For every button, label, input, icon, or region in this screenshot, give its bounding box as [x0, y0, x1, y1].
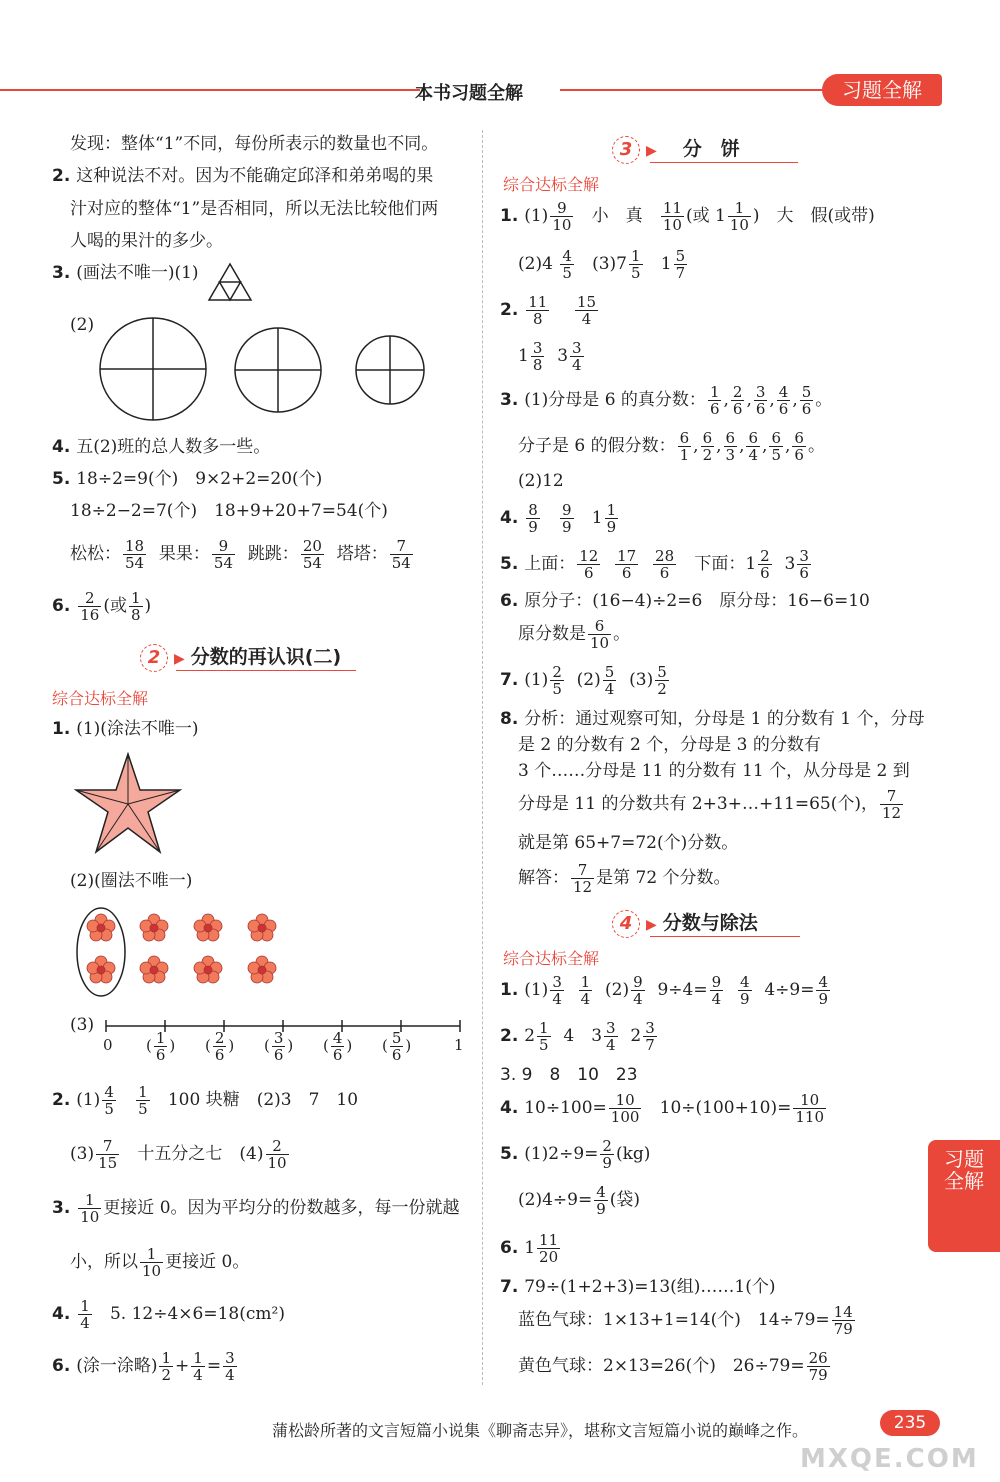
- section-subtitle: 综合达标全解: [52, 689, 149, 708]
- s2q1-line: 1. (1)(涂法不唯一): [52, 719, 199, 739]
- q4-line: 4. 五(2)班的总人数多一些。: [52, 437, 271, 457]
- section-subtitle: 综合达标全解: [503, 175, 600, 194]
- number-line-label: ( $\frac{1}{6}$ ): [146, 1029, 176, 1064]
- triangle-figure: [207, 262, 253, 302]
- header-rule: [560, 89, 830, 91]
- q6-line: 6. $\frac{2}{16}$ (或 $\frac{1}{8}$ ): [52, 589, 152, 624]
- arrow-icon: ▶: [174, 651, 185, 667]
- r8-line: 3 个……分母是 11 的分数有 11 个，从分母是 2 到: [518, 761, 910, 781]
- side-tab: [928, 1140, 1000, 1252]
- r5-line: 5. 上面： $\frac{12}{6}$ $\frac{17}{6}$ $\frac{28}{6}$ 下面：1 $\frac{2}{6}$ 3 $\frac{3}{6}$: [500, 547, 809, 582]
- column-divider: [482, 130, 483, 1385]
- header-rule: [0, 89, 420, 91]
- arrow-icon: ▶: [646, 917, 657, 933]
- s2q1c-line: (3): [70, 1015, 95, 1035]
- section-underline: [650, 162, 798, 163]
- r8-line: 是 2 的分数有 2 个，分母是 3 的分数有: [518, 735, 821, 755]
- header-tag: [822, 74, 942, 106]
- r3b-line: 分子是 6 的假分数： $\frac{6}{1}$ , $\frac{6}{2}$ , $\frac{6}{3}$ , $\frac{6}{4}$ , $\frac{6}{5}$ , $\frac{6}{6}$ 。: [518, 429, 825, 464]
- header-title: 本书习题全解: [415, 83, 523, 104]
- s2q1b-line: (2)(圈法不唯一): [70, 871, 193, 891]
- section-subtitle: 综合达标全解: [503, 949, 600, 968]
- page-number-badge: [880, 1410, 940, 1436]
- f7b-line: 蓝色气球：1×13+1=14(个) 14÷79= $\frac{14}{79}$: [518, 1303, 853, 1338]
- f5-line: 5. (1)2÷9= $\frac{2}{9}$ (kg): [500, 1137, 651, 1172]
- number-line-label: ( $\frac{5}{6}$ ): [382, 1029, 412, 1064]
- r8-line: 分母是 11 的分数共有 2+3+…+11=65(个)， $\frac{7}{12}$: [518, 787, 902, 822]
- r8-line: 就是第 65+7=72(个)分数。: [518, 833, 739, 853]
- f5b-line: (2)4÷9= $\frac{4}{9}$ (袋): [518, 1183, 641, 1218]
- section-title: 分数的再认识(二): [190, 646, 342, 668]
- number-line-one: 1: [454, 1036, 464, 1054]
- number-line-zero: 0: [103, 1036, 113, 1054]
- number-line-label: ( $\frac{4}{6}$ ): [323, 1029, 353, 1064]
- f3-line: 3. 9 8 10 23: [500, 1065, 638, 1085]
- s2q6-line: 6. (涂一涂略) $\frac{1}{2}$ + $\frac{1}{4}$ = $\frac{3}{4}$: [52, 1349, 235, 1384]
- r2-line: 2. $\frac{11}{8}$ $\frac{15}{4}$: [500, 293, 597, 328]
- section-number: 4: [612, 910, 640, 938]
- r3c-line: (2)12: [518, 471, 564, 491]
- q2-line: 2. 这种说法不对。因为不能确定邱泽和弟弟喝的果: [52, 166, 434, 186]
- page-number: 235: [893, 1413, 927, 1433]
- f7-line: 7. 79÷(1+2+3)=13(组)……1(个): [500, 1277, 776, 1297]
- s2q4-line: 4. $\frac{1}{4}$ 5. 12÷4×6=18(cm²): [52, 1297, 285, 1332]
- number-line-label: ( $\frac{2}{6}$ ): [205, 1029, 235, 1064]
- circle-figure-small: [354, 334, 426, 406]
- section-underline: [176, 670, 356, 671]
- r3-line: 3. (1)分母是 6 的真分数： $\frac{1}{6}$ , $\frac{2}{6}$ , $\frac{3}{6}$ , $\frac{4}{6}$ , $\frac{5}{6}$ 。: [500, 383, 833, 418]
- r6-line: 6. 原分子：(16−4)÷2=6 原分母：16−6=10: [500, 591, 870, 611]
- f7c-line: 黄色气球：2×13=26(个) 26÷79= $\frac{26}{79}$: [518, 1349, 828, 1384]
- s2q3-line: 3. $\frac{1}{10}$ 更接近 0。因为平均分的份数越多，每一份就越: [52, 1191, 460, 1226]
- q2-line: 人喝的果汁的多少。: [70, 231, 223, 251]
- f4-line: 4. 10÷100= $\frac{10}{100}$ 10÷(100+10)= $\frac{10}{110}$: [500, 1091, 825, 1126]
- section-3-heading: [612, 134, 740, 164]
- side-tab-label: 习题全解: [944, 1147, 984, 1193]
- f1-line: 1. (1) $\frac{3}{4}$ $\frac{1}{4}$ (2) $\frac{9}{4}$ 9÷4= $\frac{9}{4}$ $\frac{4}{9}$ 4÷9= $\frac{4}{9}$: [500, 973, 828, 1008]
- number-line-label: ( $\frac{3}{6}$ ): [264, 1029, 294, 1064]
- r8-line: 8. 分析：通过观察可知，分母是 1 的分数有 1 个，分母: [500, 709, 925, 729]
- footer-text: 蒲松龄所著的文言短篇小说集《聊斋志异》，堪称文言短篇小说的巅峰之作。: [272, 1421, 809, 1440]
- arrow-icon: ▶: [646, 143, 657, 159]
- section-2-heading: [140, 642, 341, 672]
- circle-figure-large: [98, 316, 208, 422]
- section-number: 3: [612, 136, 640, 164]
- section-number: 2: [140, 644, 168, 672]
- circle-figure-medium: [233, 326, 323, 414]
- section-underline: [650, 936, 800, 937]
- r6b-line: 原分数是 $\frac{6}{10}$ 。: [518, 617, 631, 652]
- r4-line: 4. $\frac{8}{9}$ $\frac{9}{9}$ 1 $\frac{1}{9}$: [500, 501, 617, 536]
- r2b-line: 1 $\frac{3}{8}$ 3 $\frac{3}{4}$: [518, 339, 582, 374]
- section-title: 分数与除法: [662, 912, 758, 934]
- text-line: 发现：整体“1”不同，每份所表示的数量也不同。: [70, 134, 439, 154]
- s2q3b-line: 小，所以 $\frac{1}{10}$ 更接近 0。: [70, 1245, 250, 1280]
- q5-line: 18÷2−2=7(个) 18+9+20+7=54(个): [70, 501, 388, 521]
- q5-line: 5. 18÷2=9(个) 9×2+2=20(个): [52, 469, 323, 489]
- s2q2b-line: (3) $\frac{7}{15}$ 十五分之七 (4) $\frac{2}{10}$: [70, 1137, 287, 1172]
- q3b-line: (2): [70, 315, 95, 335]
- r7-line: 7. (1) $\frac{2}{5}$ (2) $\frac{5}{4}$ (3) $\frac{5}{2}$: [500, 663, 667, 698]
- f6-line: 6. 1 $\frac{11}{20}$: [500, 1231, 559, 1266]
- q5-fractions: 松松： $\frac{18}{54}$ 果果： $\frac{9}{54}$ 跳跳： $\frac{20}{54}$ 塔塔： $\frac{7}{54}$: [70, 537, 411, 572]
- s2q2-line: 2. (1) $\frac{4}{5}$ $\frac{1}{5}$ 100 块糖 (2)3 7 10: [52, 1083, 359, 1118]
- q3-line: 3. (画法不唯一)(1): [52, 263, 199, 283]
- header-tag-label: 习题全解: [842, 78, 922, 102]
- r8-line: 解答： $\frac{7}{12}$ 是第 72 个分数。: [518, 861, 731, 896]
- f2-line: 2. 2 $\frac{1}{5}$ 4 3 $\frac{3}{4}$ 2 $\frac{3}{7}$: [500, 1019, 655, 1054]
- q2-line: 汁对应的整体“1”是否相同，所以无法比较他们两: [70, 199, 439, 219]
- flowers-figure: [74, 904, 286, 1000]
- watermark: MXQE.COM: [800, 1444, 979, 1474]
- star-figure: [74, 752, 182, 856]
- r1b-line: (2)4 $\frac{4}{5}$ (3)7 $\frac{1}{5}$ 1 $\frac{5}{7}$: [518, 247, 686, 282]
- r1-line: 1. (1) $\frac{9}{10}$ 小 真 $\frac{11}{10}$ (或 1 $\frac{1}{10}$ ) 大 假(或带): [500, 199, 875, 234]
- section-4-heading: [612, 908, 758, 938]
- section-title: 分 饼: [682, 138, 740, 160]
